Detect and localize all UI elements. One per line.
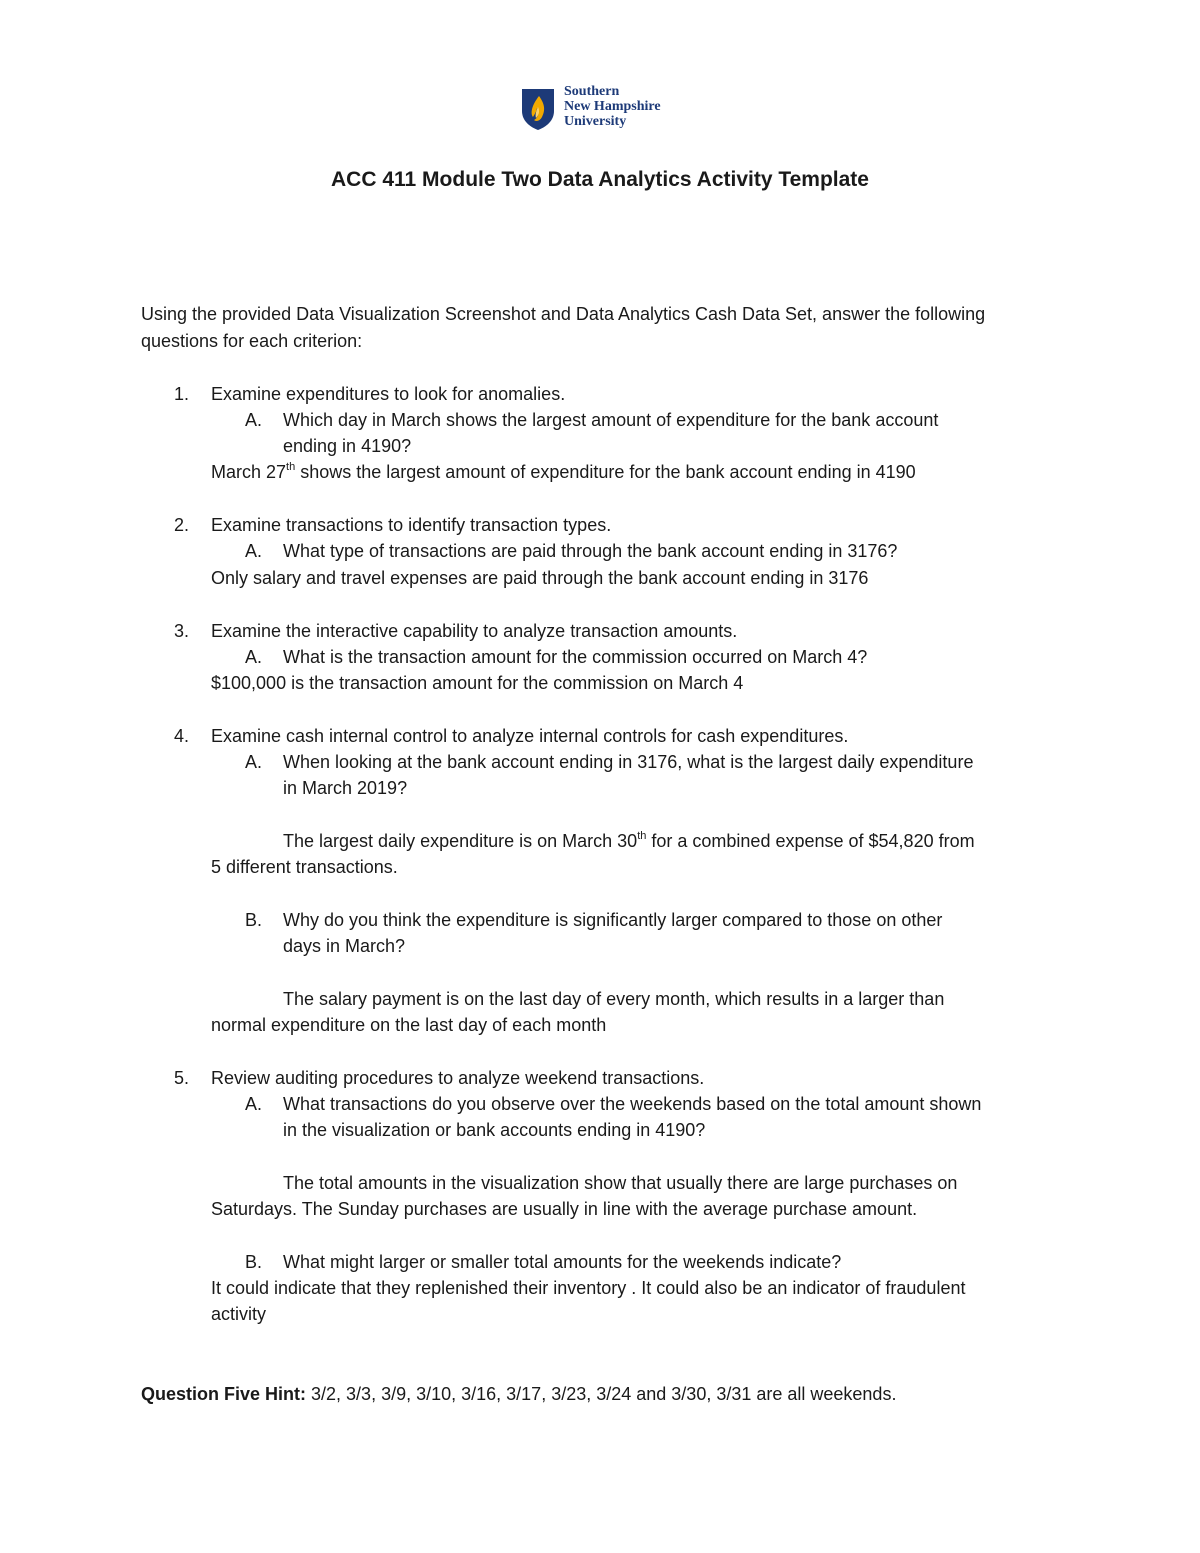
hint-label: Question Five Hint: xyxy=(141,1384,307,1404)
q4-b-letter: B. xyxy=(245,910,263,930)
q2-answer: Only salary and travel expenses are paid through the bank account ending in 3176 xyxy=(211,568,869,588)
q2-heading: Examine transactions to identify transaction types. xyxy=(211,515,612,535)
q4-b-answer-2: normal expenditure on the last day of each month xyxy=(211,1015,607,1035)
logo-wordmark xyxy=(564,84,661,129)
logo-line-2: New Hampshire xyxy=(564,99,661,114)
q3-answer: $100,000 is the transaction amount for the commission on March 4 xyxy=(211,673,744,693)
q5-a-line-1: What transactions do you observe over the weekends based on the total amount shown xyxy=(283,1094,982,1114)
q1-heading: Examine expenditures to look for anomalies. xyxy=(211,384,566,404)
hint-text: 3/2, 3/3, 3/9, 3/10, 3/16, 3/17, 3/23, 3/24 and 3/30, 3/31 are all weekends. xyxy=(306,1384,897,1404)
q5-b-letter: B. xyxy=(245,1252,263,1272)
logo-line-3: University xyxy=(564,114,627,129)
q4-a-line-2: in March 2019? xyxy=(283,778,408,798)
q2-number: 2. xyxy=(174,515,190,535)
q1-answer xyxy=(211,459,916,485)
q5-a-line-2: in the visualization or bank accounts ending in 4190? xyxy=(283,1120,706,1140)
q4-a-answer-2: 5 different transactions. xyxy=(211,857,398,877)
logo-line-1: Southern xyxy=(564,84,620,99)
q5-a-answer-2: Saturdays. The Sunday purchases are usually in line with the average purchase amount. xyxy=(211,1199,918,1219)
q1-a-letter: A. xyxy=(245,410,263,430)
q4-a-letter: A. xyxy=(245,752,263,772)
q3-a-line-1: What is the transaction amount for the commission occurred on March 4? xyxy=(283,647,868,667)
q4-a-answer-pre: The largest daily expenditure is on March 30 xyxy=(283,831,638,851)
q5-a-answer-1: The total amounts in the visualization show that usually there are large purchases on xyxy=(283,1173,958,1193)
q4-b-line-2: days in March? xyxy=(283,936,406,956)
q5-heading: Review auditing procedures to analyze weekend transactions. xyxy=(211,1068,705,1088)
intro-line-2: questions for each criterion: xyxy=(141,331,363,351)
document-title: ACC 411 Module Two Data Analytics Activity Template xyxy=(331,168,869,191)
q3-a-letter: A. xyxy=(245,647,263,667)
q3-heading: Examine the interactive capability to analyze transaction amounts. xyxy=(211,621,738,641)
q1-a-line-2: ending in 4190? xyxy=(283,436,412,456)
q4-number: 4. xyxy=(174,726,190,746)
q1-a-line-1: Which day in March shows the largest amount of expenditure for the bank account xyxy=(283,410,939,430)
q2-a-letter: A. xyxy=(245,541,263,561)
question-five-hint xyxy=(141,1381,896,1407)
q4-b-line-1: Why do you think the expenditure is significantly larger compared to those on other xyxy=(283,910,943,930)
q4-a-answer-sup: th xyxy=(637,830,647,842)
q1-answer-pre: March 27 xyxy=(211,462,287,482)
q1-number: 1. xyxy=(174,384,190,404)
q3-number: 3. xyxy=(174,621,190,641)
q1-answer-sup: th xyxy=(286,461,296,473)
q5-b-line-1: What might larger or smaller total amounts for the weekends indicate? xyxy=(283,1252,842,1272)
q4-a-line-1: When looking at the bank account ending in 3176, what is the largest daily expenditure xyxy=(283,752,974,772)
intro-line-1: Using the provided Data Visualization Screenshot and Data Analytics Cash Data Set, answer the following xyxy=(141,304,986,324)
q2-a-line-1: What type of transactions are paid through the bank account ending in 3176? xyxy=(283,541,898,561)
q4-a-answer-1 xyxy=(283,828,975,854)
q1-answer-post: shows the largest amount of expenditure for the bank account ending in 4190 xyxy=(295,462,916,482)
flame-shield-icon xyxy=(520,87,556,131)
snhu-logo xyxy=(520,84,690,134)
q4-a-answer-post: for a combined expense of $54,820 from xyxy=(646,831,975,851)
q4-heading: Examine cash internal control to analyze internal controls for cash expenditures. xyxy=(211,726,849,746)
q5-number: 5. xyxy=(174,1068,190,1088)
q5-b-answer-1: It could indicate that they replenished their inventory . It could also be an indicator of fraudulent xyxy=(211,1278,966,1298)
q5-b-answer-2: activity xyxy=(211,1304,267,1324)
q4-b-answer-1: The salary payment is on the last day of every month, which results in a larger than xyxy=(283,989,945,1009)
q5-a-letter: A. xyxy=(245,1094,263,1114)
